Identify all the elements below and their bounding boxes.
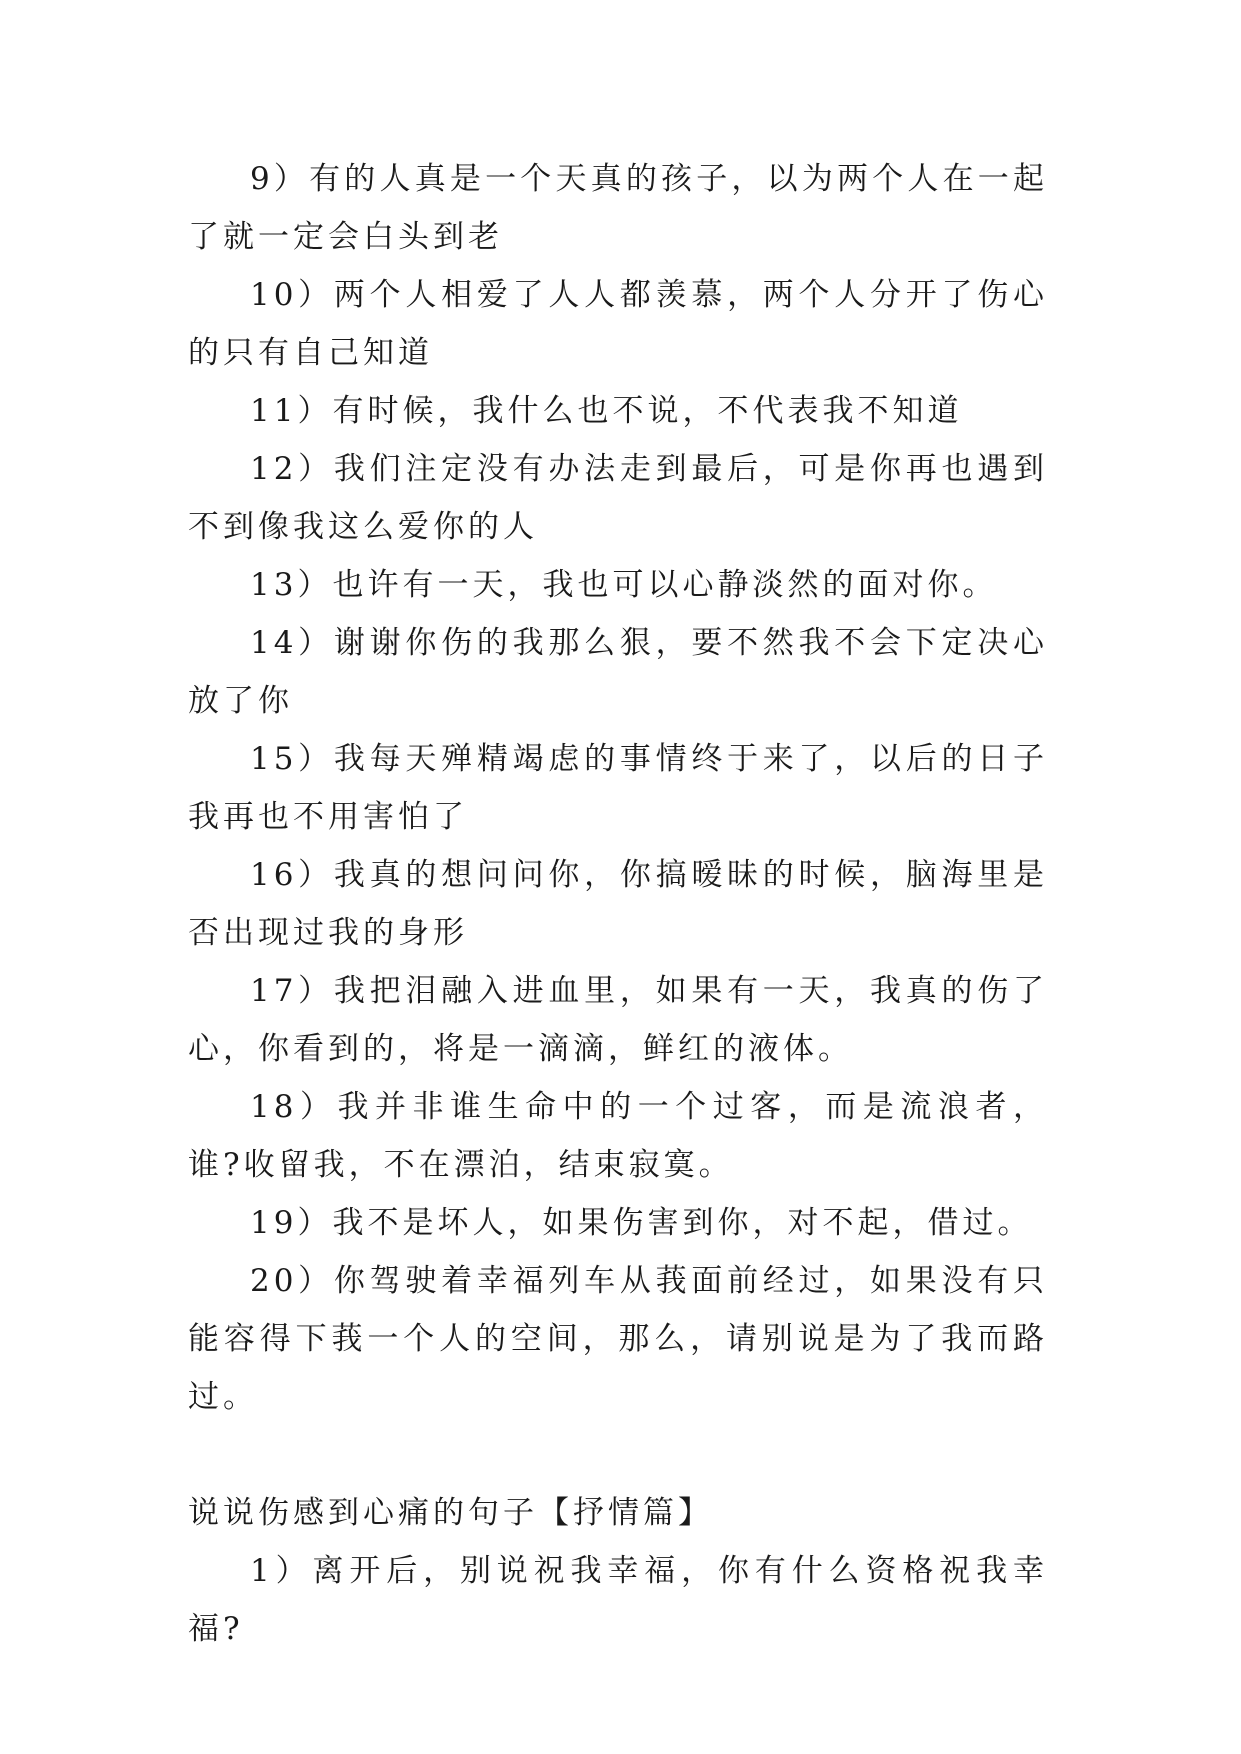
list-item: 20）你驾驶着幸福列车从莪面前经过，如果没有只能容得下莪一个人的空间，那么，请别说是为了我而路过。 [188,1263,1048,1415]
section-spacer [188,1426,1048,1484]
document-body [188,150,1048,1658]
list-item: 1）离开后，别说祝我幸福，你有什么资格祝我幸福? [188,1553,1048,1647]
list-item: 18）我并非谁生命中的一个过客，而是流浪者，谁?收留我，不在漂泊，结束寂寞。 [188,1089,1048,1183]
list-item: 12）我们注定没有办法走到最后，可是你再也遇到不到像我这么爱你的人 [188,451,1048,545]
section-heading: 说说伤感到心痛的句子【抒情篇】 [188,1495,713,1531]
list-item: 13）也许有一天，我也可以心静淡然的面对你。 [250,567,998,603]
list-item: 11）有时候，我什么也不说，不代表我不知道 [250,393,963,429]
list-item: 19）我不是坏人，如果伤害到你，对不起，借过。 [250,1205,1033,1241]
list-item: 16）我真的想问问你，你搞暧昧的时候，脑海里是否出现过我的身形 [188,857,1048,951]
list-item: 9）有的人真是一个天真的孩子，以为两个人在一起了就一定会白头到老 [188,161,1048,255]
list-item: 14）谢谢你伤的我那么狠，要不然我不会下定决心放了你 [188,625,1048,719]
list-item: 15）我每天殚精竭虑的事情终于来了，以后的日子我再也不用害怕了 [188,741,1048,835]
list-item: 17）我把泪融入进血里，如果有一天，我真的伤了心，你看到的，将是一滴滴，鲜红的液体。 [188,973,1048,1067]
list-item: 10）两个人相爱了人人都羡慕，两个人分开了伤心的只有自己知道 [188,277,1048,371]
